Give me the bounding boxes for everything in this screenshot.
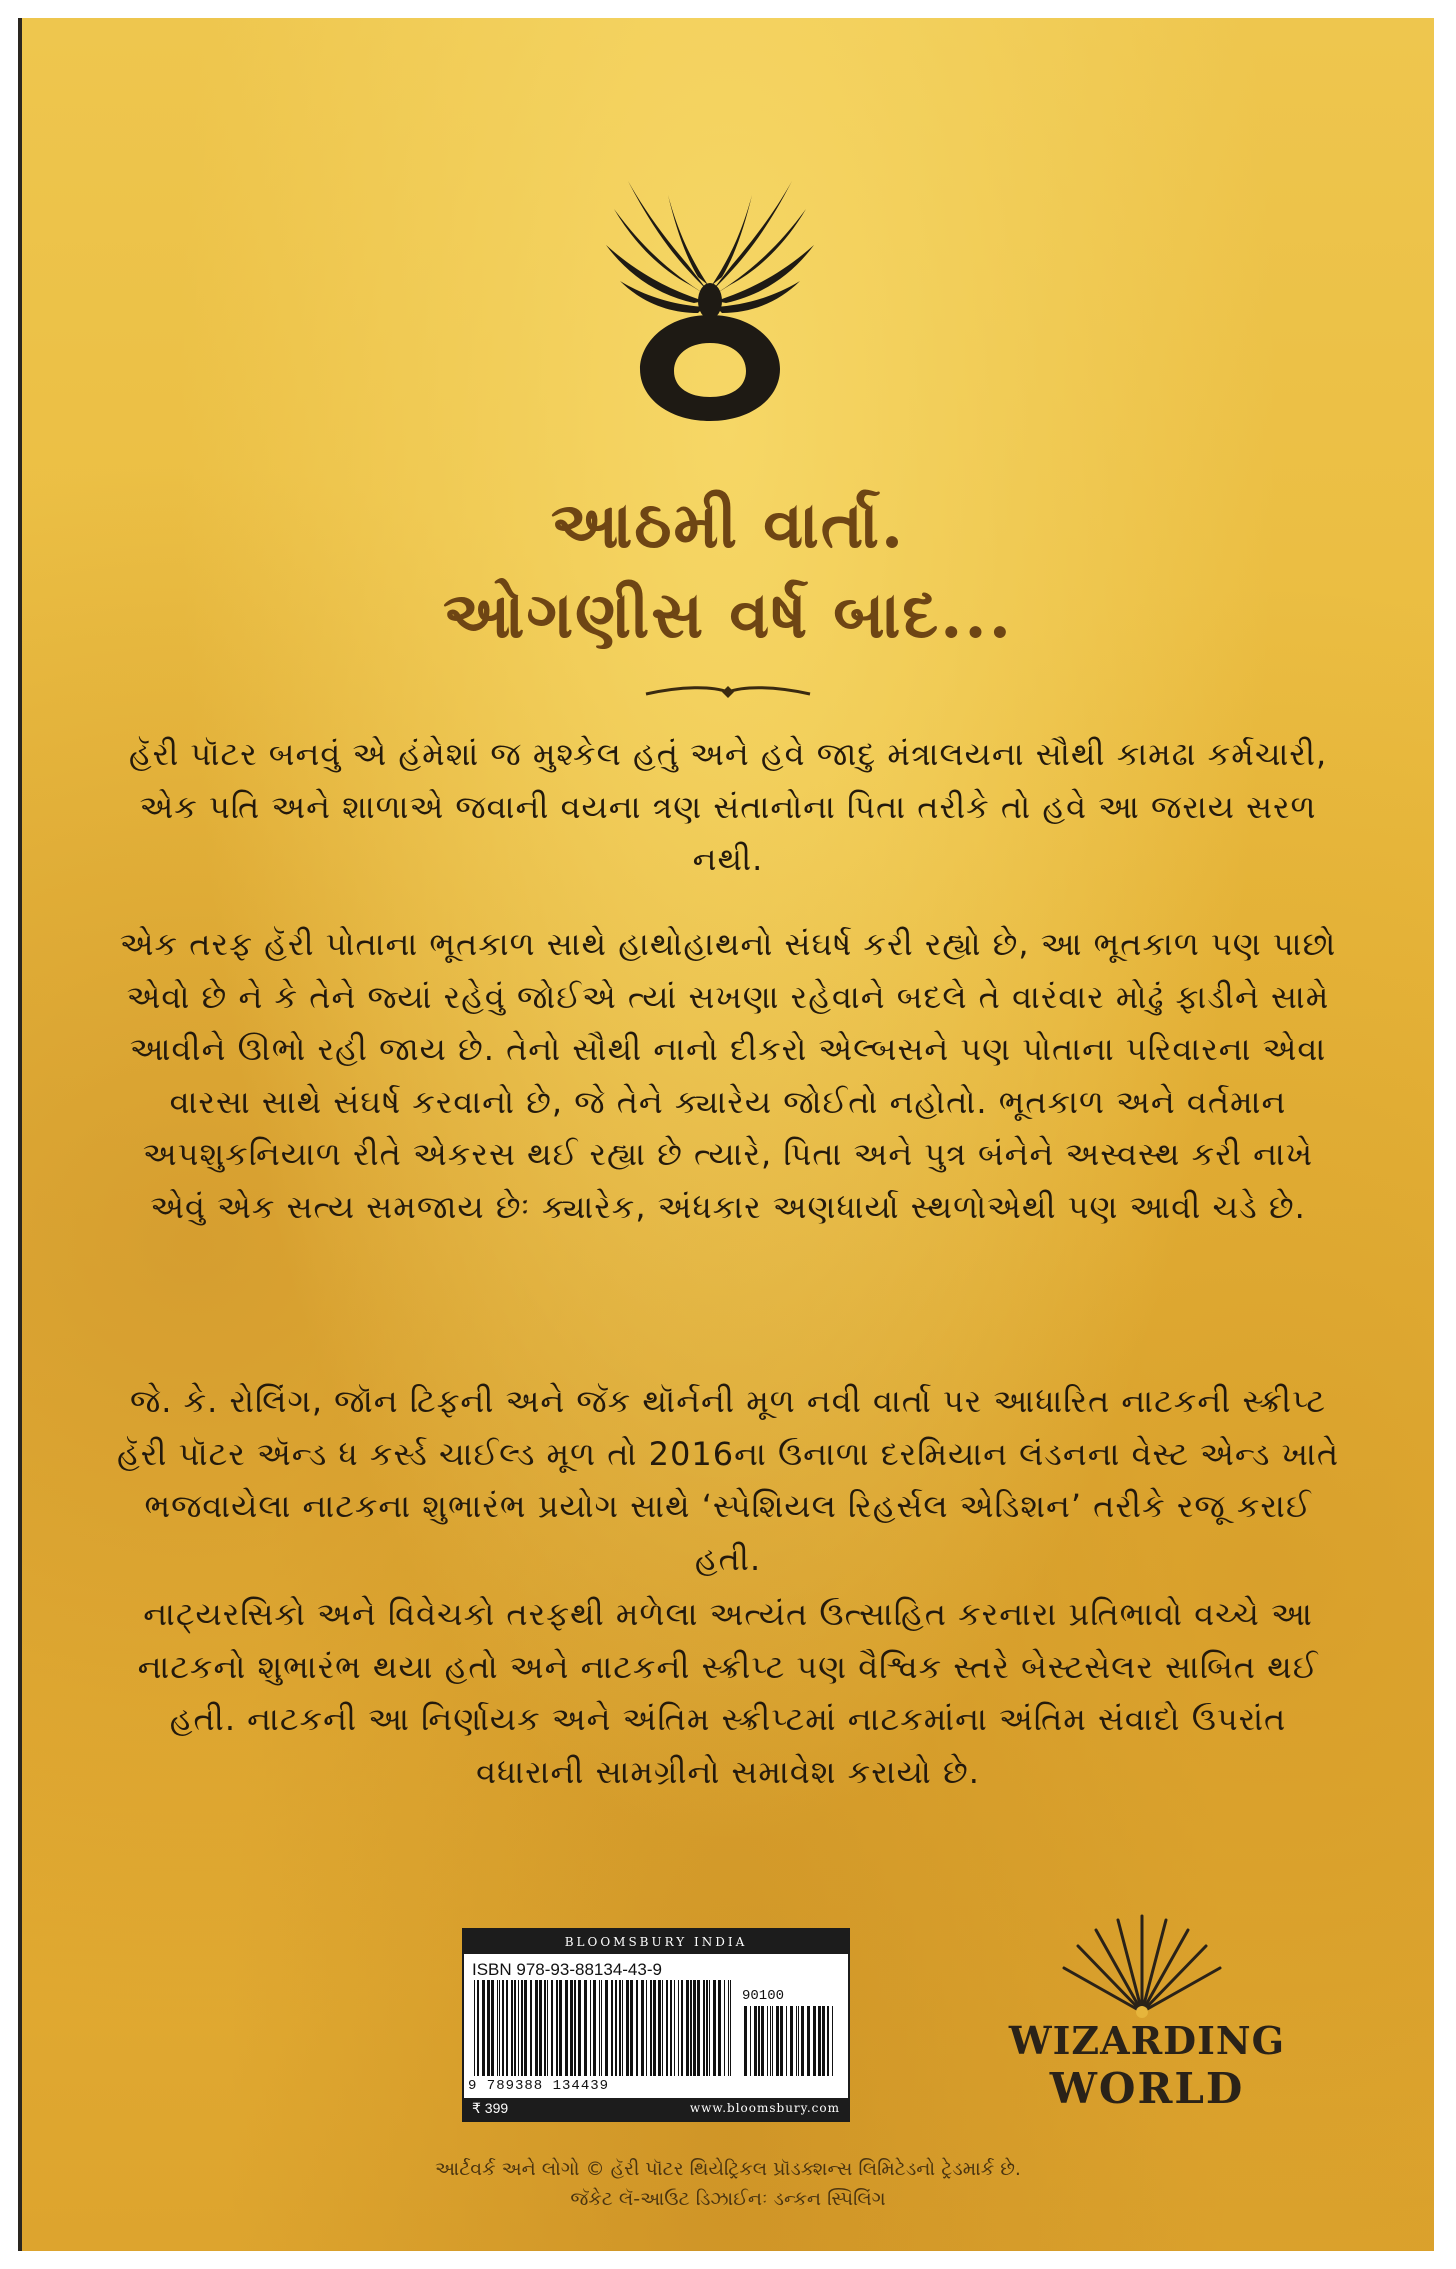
headline-line-1: આઠમી વાર્તા.: [550, 488, 906, 563]
wizarding-world-logo-line-2: WORLD: [1049, 2064, 1245, 2113]
publisher-url: www.bloomsbury.com: [689, 2101, 840, 2115]
barcode-digits: 9 789388 134439: [468, 2078, 610, 2094]
price-label: ₹ 399: [472, 2100, 509, 2116]
headline-line-2: ઓગણીસ વર્ષ બાદ...: [443, 578, 1013, 653]
description-paragraph-2: એક તરફ હૅરી પોતાના ભૂતકાળ સાથે હાથોહાથનો સંઘર્ષ કરી રહ્યો છે, આ ભૂતકાળ પણ પાછો એવો છે ને કે તેને જ્યાં રહેવું જોઈએ ત્યાં સખણા રહેવાને બદલે તે વારંવાર મોઢું ફાડીને સામે આવીને ઊભો રહી જાય છે. તેનો સૌથી નાનો દીકરો એલ્બસને પણ પોતાના પરિવારના એવા વારસા સાથે સંઘર્ષ કરવાનો છે, જે તેને ક્યારેય જોઈતો નહોતો. ભૂતકાળ અને વર્તમાન અપશુકનિયાળ રીતે એકરસ થઈ રહ્યા છે ત્યારે, પિતા અને પુત્ર બંનેને અસ્વસ્થ કરી નાખે એવું એક સત્ય સમજાય છેઃ ક્યારેક, અંધકાર અણધાર્યા સ્થળોએથી પણ આવી ચડે છે.: [119, 925, 1337, 1226]
jacket-design-credit: જૅકેટ લૅ-આઉટ ડિઝાઈનઃ ડન્કન સ્પિલિંગ: [570, 2188, 886, 2210]
ornamental-divider-icon: [642, 680, 814, 704]
barcode-icon: [472, 1980, 840, 2076]
barcode-addon-label: 90100: [742, 1988, 785, 2004]
description-paragraph-1: હૅરી પૉટર બનવું એ હંમેશાં જ મુશ્કેલ હતું અને હવે જાદુ મંત્રાલયના સૌથી કામઢા કર્મચારી, એક પતિ અને શાળાએ જવાની વયના ત્રણ સંતાનોના પિતા તરીકે તો હવે આ જરાય સરળ નથી.: [128, 735, 1328, 878]
book-back-cover: [18, 18, 1434, 2251]
description-paragraph-3: જે. કે. રોલિંગ, જૉન ટિફની અને જૅક થૉર્નની મૂળ નવી વાર્તા પર આધારિત નાટકની સ્ક્રીપ્ટ હૅરી પૉટર ઍન્ડ ધ કર્સ્ડ ચાઈલ્ડ મૂળ તો 2016ના ઉનાળા દરમિયાન લંડનના વેસ્ટ એન્ડ ખાતે ભજવાયેલા નાટકના શુભારંભ પ્રયોગ સાથે ‘સ્પેશિયલ રિહર્સલ એડિશન’ તરીકે રજૂ કરાઈ હતી.: [116, 1382, 1340, 1578]
winged-emblem-icon: [590, 173, 830, 423]
isbn-label: ISBN 978-93-88134-43-9: [472, 1960, 662, 1979]
wizarding-world-logo-line-1: WIZARDING: [1008, 2018, 1286, 2063]
publisher-label: BLOOMSBURY INDIA: [464, 1930, 848, 1954]
wand-rays-icon: [1052, 1908, 1232, 2018]
isbn-barcode-panel: [462, 1928, 850, 2122]
barcode-footer: [464, 2098, 848, 2120]
description-paragraph-4: નાટ્યરસિકો અને વિવેચકો તરફથી મળેલા અત્યંત ઉત્સાહિત કરનારા પ્રતિભાવો વચ્ચે આ નાટકનો શુભારંભ થયા હતો અને નાટકની સ્ક્રીપ્ટ પણ વૈશ્વિક સ્તરે બેસ્ટસેલર સાબિત થઈ હતી. નાટકની આ નિર્ણાયક અને અંતિમ સ્ક્રીપ્ટમાં નાટકમાંના અંતિમ સંવાદો ઉપરાંત વધારાની સામગ્રીનો સમાવેશ કરાયો છે.: [137, 1595, 1319, 1791]
trademark-credit: આર્ટવર્ક અને લોગો © હૅરી પૉટર થિયેટ્રિકલ પ્રૉડક્શન્સ લિમિટેડનો ટ્રેડમાર્ક છે.: [435, 2158, 1021, 2180]
